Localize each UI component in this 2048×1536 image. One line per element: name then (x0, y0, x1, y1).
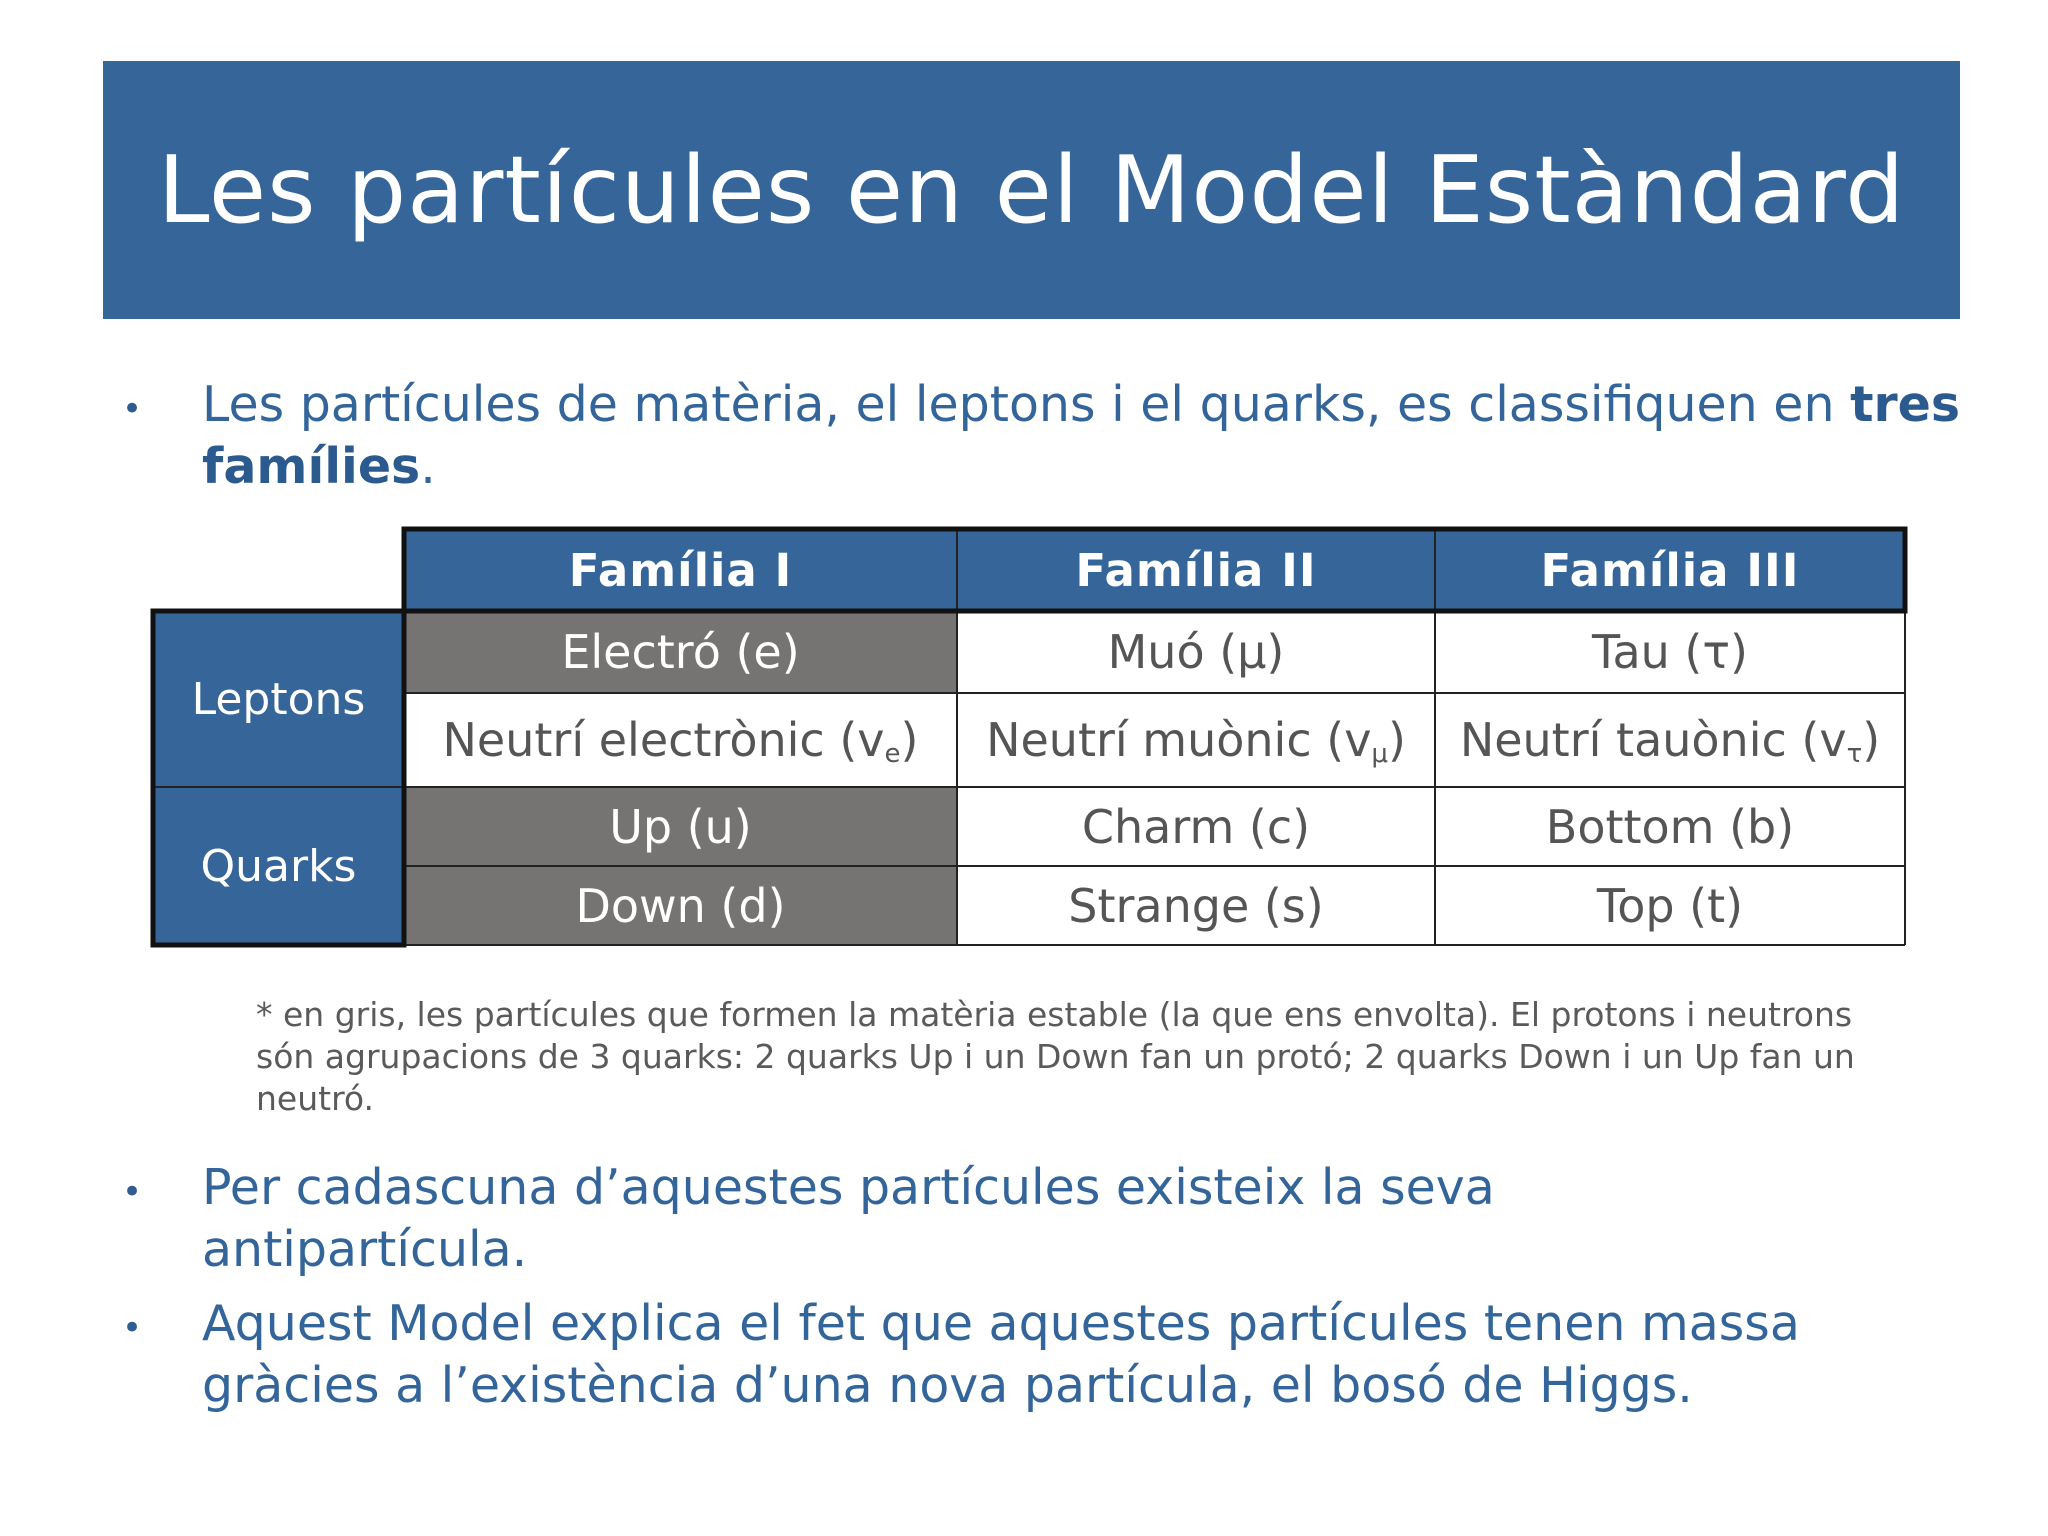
bullet1-bold: tres famílies (202, 376, 1961, 495)
slide-title: Les partícules en el Model Estàndard (157, 136, 1906, 244)
cell-electro: Electró (e) (404, 611, 957, 693)
cell-down: Down (d) (404, 866, 957, 945)
cell-bottom: Bottom (b) (1435, 787, 1905, 866)
neutri-electronic-text: Neutrí electrònic (v (442, 713, 885, 767)
neutri-tauonic-close: ) (1862, 713, 1881, 767)
bullet-text-3: Aquest Model explica el fet que aquestes partícules tenen massa gràcies a l’existència d’una nova partícula, el bosó de Higgs. (202, 1295, 1800, 1414)
neutri-electronic-close: ) (900, 713, 919, 767)
bullet-text-2: Per cadascuna d’aquestes partícules existeix la seva antipartícula. (202, 1159, 1495, 1278)
neutri-electronic-sub: e (884, 739, 901, 769)
bullet1-text-before: Les partícules de matèria, el leptons i el quarks, es classifiquen en (202, 376, 1851, 433)
cell-neutri-tauonic (1435, 693, 1905, 787)
neutri-tauonic-text: Neutrí tauònic (v (1459, 713, 1847, 767)
cell-neutri-electronic (404, 693, 957, 787)
header-familia-2: Família II (957, 529, 1435, 611)
bullet-marker-3: • (122, 1308, 143, 1348)
cell-up: Up (u) (404, 787, 957, 866)
header-familia-1: Família I (404, 529, 957, 611)
bullet1-text-after: . (420, 438, 436, 495)
header-familia-3: Família III (1435, 529, 1905, 611)
cell-muo: Muó (μ) (957, 611, 1435, 693)
bullet-text-1 (202, 374, 1962, 498)
row-group-leptons: Leptons (153, 611, 404, 787)
stable-matter-note: * en gris, les partícules que formen la matèria estable (la que ens envolta). El protons i neutrons són agrupacions de 3 quarks: 2 quarks Up i un Down fan un protó; 2 quarks Down i un Up fan un neutró. (256, 995, 1855, 1118)
cell-top: Top (t) (1435, 866, 1905, 945)
neutri-muonic-text: Neutrí muònic (v (986, 713, 1372, 767)
bullet-marker-1: • (122, 389, 143, 429)
cell-neutri-muonic (957, 693, 1435, 787)
title-bar (103, 61, 1960, 319)
cell-strange: Strange (s) (957, 866, 1435, 945)
bullet-marker-2: • (122, 1172, 143, 1212)
row-group-quarks: Quarks (153, 787, 404, 945)
cell-tau: Tau (τ) (1435, 611, 1905, 693)
neutri-muonic-sub: μ (1371, 739, 1388, 769)
neutri-tauonic-sub: τ (1846, 739, 1863, 769)
neutri-muonic-close: ) (1387, 713, 1406, 767)
cell-charm: Charm (c) (957, 787, 1435, 866)
